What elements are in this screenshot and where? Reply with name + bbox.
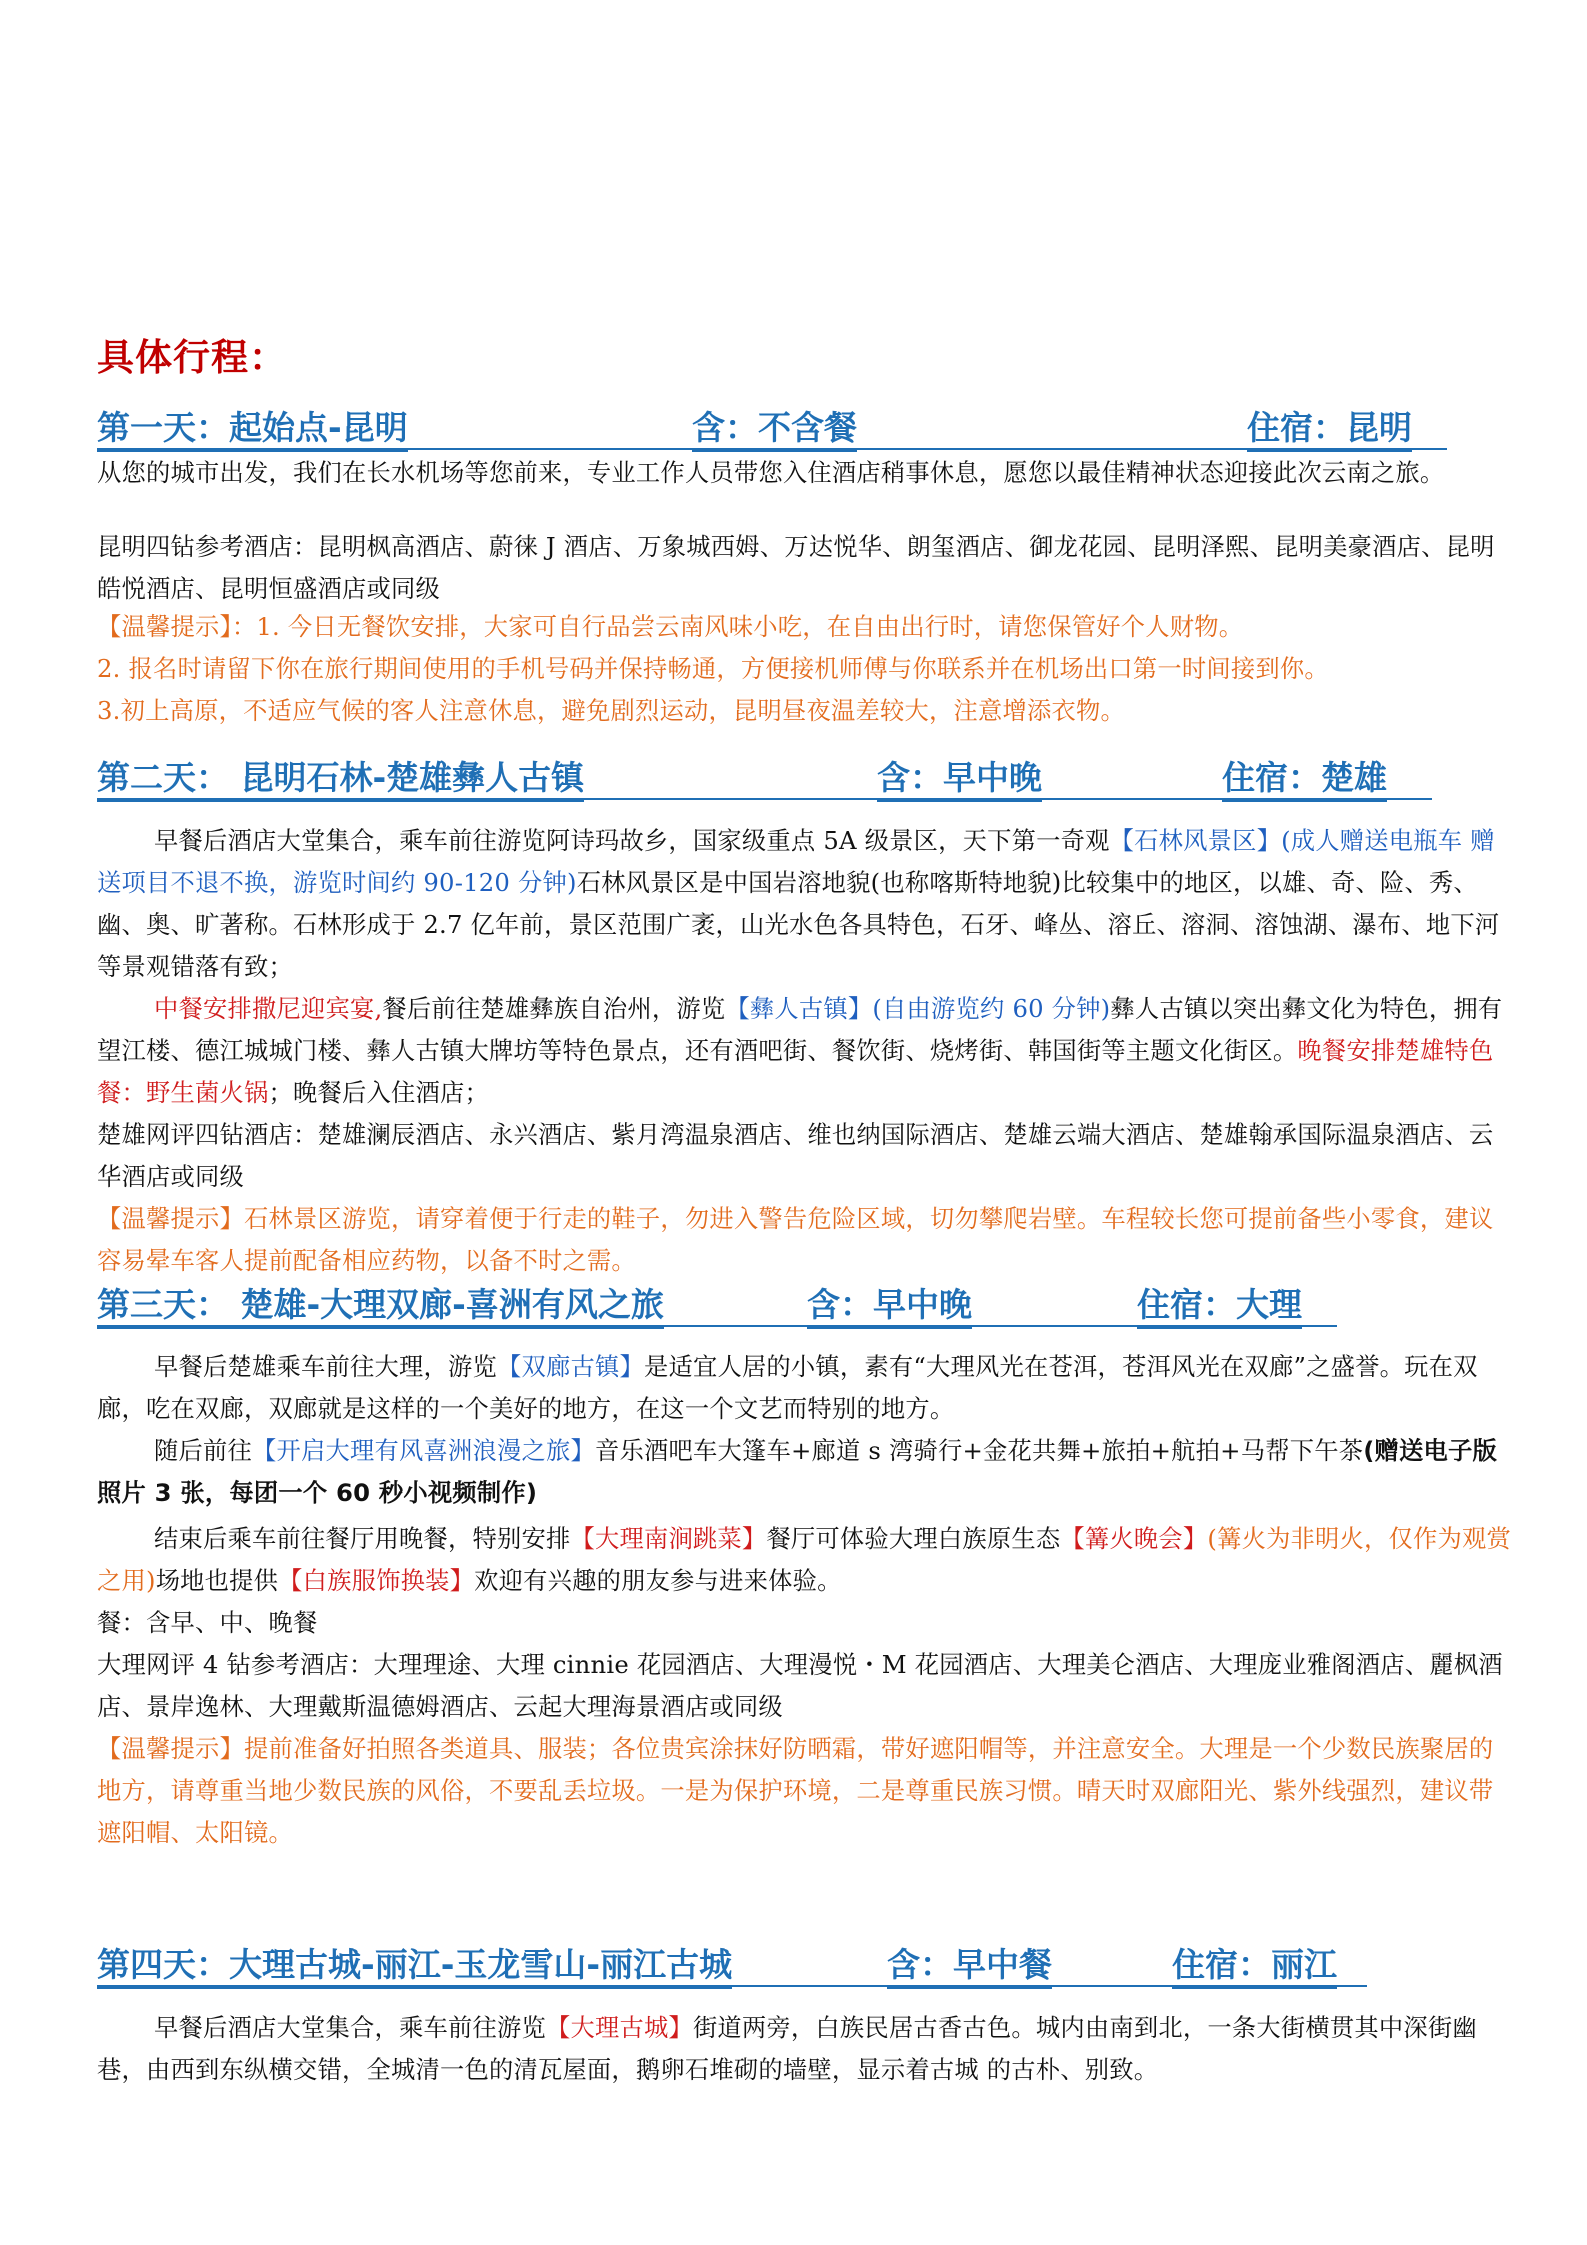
day1-title: 第一天：起始点-昆明 xyxy=(97,408,408,452)
day2-meal: 含：早中晚 xyxy=(877,758,1042,802)
day4-header xyxy=(97,1945,1457,1989)
day1-tip1: 【温馨提示】：1. 今日无餐饮安排，大家可自行品尝云南风味小吃，在自由出行时，请您保管好个人财物。 xyxy=(97,612,1244,641)
day2-paragraph-1: 早餐后酒店大堂集合，乘车前往游览阿诗玛故乡，国家级重点 5A 级景区，天下第一奇观【石林风景区】(成人赠送电瓶车 赠送项目不退不换，游览时间约 90-120 分钟)石林风景区是中国岩溶地貌(也称喀斯特地貌)比较集中的地区，以雄、奇、险、秀、幽、奥、旷著称。石林形成于 2.7 亿年前，景区范围广袤，山光水色各具特色，石牙、峰丛、溶丘、溶洞、溶蚀湖、瀑布、地下河等景观错落有致； xyxy=(97,826,1500,981)
tiaocai-highlight: 【大理南涧跳菜】 xyxy=(570,1524,767,1553)
day4-paragraph-1: 早餐后酒店大堂集合，乘车前往游览【大理古城】街道两旁，白族民居古香古色。城内由南到北，一条大街横贯其中深街幽巷，由西到东纵横交错，全城清一色的清瓦屋面，鹅卵石堆砌的墙壁，显示着古城 的古朴、别致。 xyxy=(97,2013,1477,2084)
dinner-note: 晚餐安排楚雄特色餐：野生菌火锅 xyxy=(97,1036,1494,1107)
day2-title: 第二天： 昆明石林-楚雄彝人古镇 xyxy=(97,758,584,802)
page-title: 具体行程： xyxy=(97,336,287,379)
dali-old-town-highlight: 【大理古城】 xyxy=(545,2013,693,2042)
day3-header xyxy=(97,1285,1437,1329)
day4-meal: 含：早中餐 xyxy=(887,1945,1052,1989)
day1-intro: 从您的城市出发，我们在长水机场等您前来，专业工作人员带您入住酒店稍事休息，愿您以最佳精神状态迎接此次云南之旅。 xyxy=(97,458,1445,487)
day2-hotels: 楚雄网评四钻酒店：楚雄澜辰酒店、永兴酒店、紫月湾温泉酒店、维也纳国际酒店、楚雄云端大酒店、楚雄翰承国际温泉酒店、云华酒店或同级 xyxy=(97,1120,1494,1191)
xizhou-trip-highlight: 【开启大理有风喜洲浪漫之旅】 xyxy=(252,1436,595,1465)
day3-hotels: 大理网评 4 钻参考酒店：大理理途、大理 cinnie 花园酒店、大理漫悦・M 花园酒店、大理美仑酒店、大理庞业雅阁酒店、麗枫酒店、景岸逸林、大理戴斯温德姆酒店、云起大理海景酒店或同级 xyxy=(97,1650,1503,1721)
shuanglang-highlight: 【双廊古镇】 xyxy=(496,1352,644,1381)
day4-stay: 住宿：丽江 xyxy=(1172,1945,1337,1989)
day2-tip: 【温馨提示】石林景区游览，请穿着便于行走的鞋子，勿进入警告危险区域，切勿攀爬岩壁。车程较长您可提前备些小零食，建议容易晕车客人提前配备相应药物，以备不时之需。 xyxy=(97,1204,1494,1275)
photo-gift-note: (赠送电子版照片 3 张，每团一个 60 秒小视频制作) xyxy=(97,1436,1497,1507)
day1-stay: 住宿：昆明 xyxy=(1247,408,1412,452)
stone-forest-highlight: 【石林风景区】(成人赠送电瓶车 赠送项目不退不换，游览时间约 90-120 分钟) xyxy=(97,826,1495,897)
day2-header xyxy=(97,758,1447,802)
day4-title: 第四天：大理古城-丽江-玉龙雪山-丽江古城 xyxy=(97,1945,732,1989)
costume-highlight: 【白族服饰换装】 xyxy=(278,1566,475,1595)
day3-tip: 【温馨提示】提前准备好拍照各类道具、服装；各位贵宾涂抹好防晒霜，带好遮阳帽等，并注意安全。大理是一个少数民族聚居的地方，请尊重当地少数民族的风俗，不要乱丢垃圾。一是为保护环境，二是尊重民族习惯。晴天时双廊阳光、紫外线强烈，建议带遮阳帽、太阳镜。 xyxy=(97,1734,1494,1847)
day1-hotels: 昆明四钻参考酒店：昆明枫高酒店、蔚徕 J 酒店、万象城西姆、万达悦华、朗玺酒店、御龙花园、昆明泽熙、昆明美豪酒店、昆明皓悦酒店、昆明恒盛酒店或同级 xyxy=(97,532,1495,603)
day2-stay: 住宿：楚雄 xyxy=(1222,758,1387,802)
day1-header xyxy=(97,408,1457,452)
day3-paragraph-3: 结束后乘车前往餐厅用晚餐，特别安排【大理南涧跳菜】餐厅可体验大理白族原生态【篝火晚会】(篝火为非明火，仅作为观赏之用)场地也提供【白族服饰换装】欢迎有兴趣的朋友参与进来体验。 xyxy=(97,1524,1512,1595)
bonfire-highlight: 【篝火晚会】 xyxy=(1060,1524,1208,1553)
day3-paragraph-1: 早餐后楚雄乘车前往大理，游览【双廊古镇】是适宜人居的小镇，素有“大理风光在苍洱，苍洱风光在双廊”之盛誉。玩在双廊，吃在双廊，双廊就是这样的一个美好的地方，在这一个文艺而特别的地方。 xyxy=(97,1352,1478,1423)
day3-meal: 含：早中晚 xyxy=(807,1285,972,1329)
yiren-town-highlight: 【彝人古镇】(自由游览约 60 分钟) xyxy=(725,994,1111,1023)
day1-tip2: 2. 报名时请留下你在旅行期间使用的手机号码并保持畅通，方便接机师傅与你联系并在机场出口第一时间接到你。 xyxy=(97,654,1329,683)
day3-title: 第三天： 楚雄-大理双廊-喜洲有风之旅 xyxy=(97,1285,664,1329)
day3-paragraph-2: 随后前往【开启大理有风喜洲浪漫之旅】音乐酒吧车大篷车+廊道 s 湾骑行+金花共舞+旅拍+航拍+马帮下午茶(赠送电子版照片 3 张，每团一个 60 秒小视频制作) xyxy=(97,1436,1497,1507)
day1-tip3: 3.初上高原，不适应气候的客人注意休息，避免剧烈运动，昆明昼夜温差较大，注意增添衣物。 xyxy=(97,696,1125,725)
lunch-note: 中餐安排撒尼迎宾宴, xyxy=(154,994,383,1023)
day1-meal: 含：不含餐 xyxy=(692,408,857,452)
day3-stay: 住宿：大理 xyxy=(1137,1285,1302,1329)
day3-meals: 餐：含早、中、晚餐 xyxy=(97,1608,318,1637)
day2-paragraph-2: 中餐安排撒尼迎宾宴,餐后前往楚雄彝族自治州，游览【彝人古镇】(自由游览约 60 分钟)彝人古镇以突出彝文化为特色，拥有望江楼、德江城城门楼、彝人古镇大牌坊等特色景点，还有酒吧街、餐饮街、烧烤街、韩国街等主题文化街区。晚餐安排楚雄特色餐：野生菌火锅；晚餐后入住酒店； xyxy=(97,994,1503,1107)
bonfire-note: (篝火为非明火，仅作为观赏之用) xyxy=(97,1524,1512,1595)
